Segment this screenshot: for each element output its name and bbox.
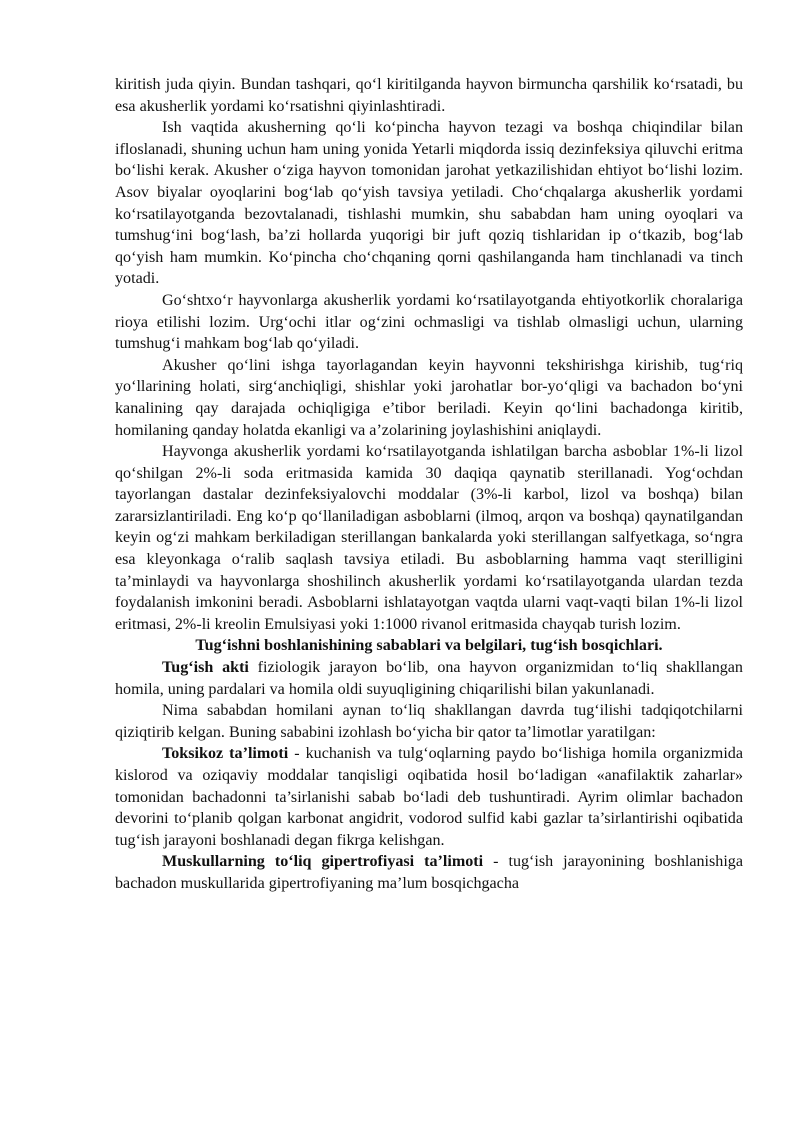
paragraph-continuation: kiritish juda qiyin. Bundan tashqari, qo‘l kiritilganda hayvon birmuncha qarshilik ko‘rsatadi, bu esa akusherlik yordami ko‘rsatishni qiyinlashtiradi.: [115, 76, 743, 115]
paragraph-theories-intro: [115, 700, 743, 743]
paragraph-birth-act-text: fiziologik jarayon bo‘lib, ona hayvon organizmidan to‘liq shakllangan homila, uning pardalari va homila oldi suyuqligining chiqarilishi bilan yakunlanadi.: [115, 659, 743, 698]
paragraph-toxicosis-text: - kuchanish va tulg‘oqlarning paydo bo‘lishiga homila organizmida kislorod va oziqaviy moddalar tanqisligi oqibatida hosil bo‘ladigan «anafilaktik zaharlar» tomonidan bachadonni ta’sirlanishi sabab bo‘ladi deb tushuntiradi. Ayrim olimlar bachadon devorini to‘planib qolgan karbonat angidrit, vodorod sulfid kabi gazlar ta’sirlantirishi oqibatida tug‘ish jarayoni boshlanadi degan fikrga kelishgan.: [115, 745, 743, 849]
paragraph-hygiene: Ish vaqtida akusherning qo‘li ko‘pincha hayvon tezagi va boshqa chiqindilar bilan ifloslanadi, shuning uchun ham uning yonida Yetarli miqdorda issiq dezinfeksiya qiluvchi eritma bo‘lishi kerak. Akusher o‘ziga hayvon tomonidan jarohat yetkazilishidan ehtiyot bo‘lishi lozim. Asov biyalar oyoqlarini bog‘lab qo‘yish tavsiya yetiladi. Cho‘chqalarga akusherlik yordami ko‘rsatilayotganda bezovtalanadi, tishlashi mumkin, shu sababdan ham uning oyoqlari va tumshug‘ini bog‘lash, ba’zi hollarda yuqorigi bir juft qoziq tishlaridan ip o‘tkazib, bog‘lab qo‘yish ham mumkin. Ko‘pincha cho‘chqaning qorni qashilanganda ham tinchlanadi va tinch yotadi.: [115, 119, 743, 288]
paragraph-instruments: Hayvonga akusherlik yordami ko‘rsatilayotganda ishlatilgan barcha asboblar 1%-li lizol qo‘shilgan 2%-li soda eritmasida kamida 30 daqiqa qaynatib sterillanadi. Yog‘ochdan tayorlangan dastalar dezinfeksiyalovchi moddalar (3%-li karbol, lizol va boshqa) bilan zararsizlantiriladi. Eng ko‘p qo‘llaniladigan asboblarni (ilmoq, arqon va boshqa) qaynatilgandan keyin og‘zi mahkam berkiladigan sterillangan bankalarda yoki sterillangan salfyetkaga, so‘ngra esa kleyonkaga o‘ralib saqlash tavsiya etiladi. Bu asboblarning hamma vaqt sterilligini ta’minlaydi va hayvonlarga shoshilinch akusherlik yordami ko‘rsatilayotganda ulardan tezda foydalanish imkonini beradi. Asboblarni ishlatayotgan vaqtda ularni vaqt-vaqti bilan 1%-li lizol eritmasi, 2%-li kreolin Emulsiyasi yoki 1:1000 rivanol eritmasida chayqab turish lozim.: [115, 443, 743, 633]
term-hypertrophy: Muskullarning to‘liq gipertrofiyasi ta’limoti: [162, 853, 484, 871]
term-birth-act: Tug‘ish akti: [162, 659, 249, 677]
paragraph-toxicosis: [115, 743, 743, 851]
term-toxicosis: Toksikoz ta’limoti: [162, 745, 289, 763]
paragraph-theories-intro-text: Nima sababdan homilani aynan to‘liq shakllangan davrda tug‘ilishi tadqiqotchilarni qiziqtirib kelgan. Buning sababini izohlash bo‘yicha bir qator ta’limotlar yaratilgan:: [115, 702, 743, 741]
paragraph-birth-act: [115, 657, 743, 700]
paragraph-carnivores: Go‘shtxo‘r hayvonlarga akusherlik yordami ko‘rsatilayotganda ehtiyotkorlik choralariga rioya etilishi lozim. Urg‘ochi itlar og‘zini ochmasligi va tishlab olmasligi uchun, ularning tumshug‘i mahkam bog‘lab qo‘yiladi.: [115, 291, 743, 353]
section-heading: Tug‘ishni boshlanishining sabablari va belgilari, tug‘ish bosqichlari.: [195, 637, 663, 655]
paragraph-hypertrophy-text: - tug‘ish jarayonining boshlanishiga bachadon muskullarida gipertrofiyaning ma’lum bosqichgacha: [115, 853, 743, 892]
paragraph-examination: Akusher qo‘lini ishga tayorlagandan keyin hayvonni tekshirishga kirishib, tug‘riq yo‘llarining holati, sirg‘anchiqligi, shishlar yoki jarohatlar bor-yo‘qligi va bachadon bo‘yni kanalining qay darajada ochiqligiga e’tibor beriladi. Keyin qo‘lini bachadonga kiritib, homilaning qanday holatda ekanligi va a’zolarining joylashishini aniqlaydi.: [115, 356, 743, 439]
paragraph-hypertrophy: [115, 851, 743, 894]
